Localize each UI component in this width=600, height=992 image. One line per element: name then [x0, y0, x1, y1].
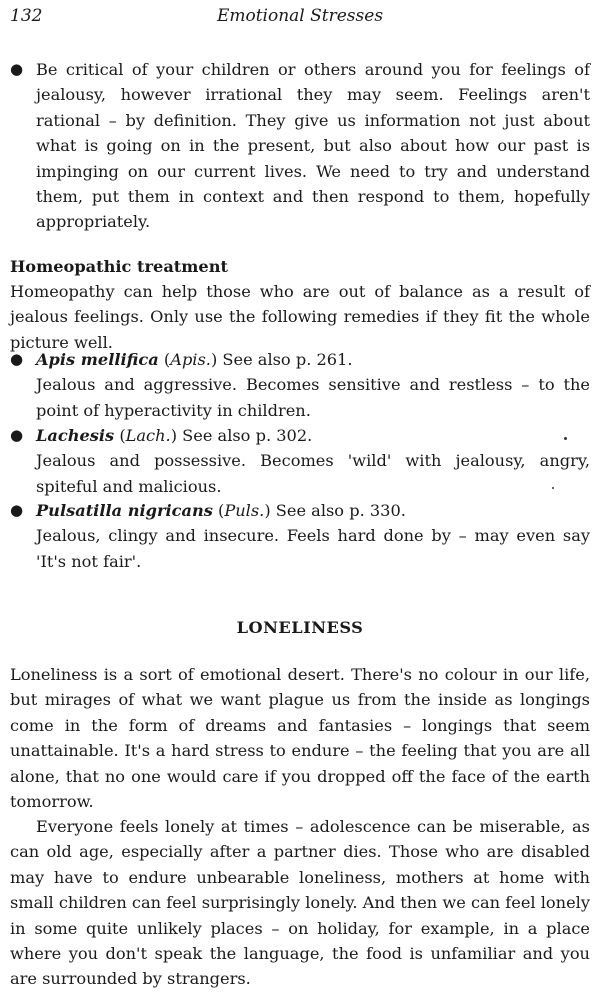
remedy-pulsatilla: ● Pulsatilla nigricans (Puls.) See also p. 330. Jealous, clingy and insecure. Feels hard done by – may even say 'It's not fair'. — [10, 498, 590, 574]
remedy-see-also: See also p. 302. — [182, 426, 313, 445]
section-heading-homeopathic: Homeopathic treatment — [10, 257, 228, 276]
loneliness-paragraph-2 — [10, 814, 590, 992]
paragraph-text: Everyone feels lonely at times – adolescence can be miserable, as can old age, especially after a partner dies. Those who are disabled may have to endure unbearable loneliness, mothers at home with small children can feel surprisingly lonely. And then we can feel lonely in some quite unlikely places – on holiday, for example, in a place where you don't speak the language, the food is unfamiliar and you are surrounded by strangers. — [10, 817, 590, 989]
bullet-icon: ● — [10, 350, 24, 368]
remedy-name: Apis mellifica — [36, 350, 159, 369]
remedy-lachesis: ● Lachesis (Lach.) See also p. 302. Jealous and possessive. Becomes 'wild' with jealousy, angry, spiteful and malicious. — [10, 423, 590, 499]
loneliness-paragraph-1 — [10, 662, 590, 814]
remedy-name: Lachesis — [36, 426, 115, 445]
page-number: 132 — [10, 6, 43, 26]
bullet-text: Be critical of your children or others around you for feelings of jealousy, however irrational they may seem. Feelings aren't rational – by definition. They give us information not just about what is going on in the present, but also about how our past is impinging on our current lives. We need to try and understand them, put them in context and then respond to them, hopefully appropriately. — [36, 60, 590, 232]
remedy-abbr: Lach. — [125, 426, 171, 445]
remedy-apis: ● Apis mellifica (Apis.) See also p. 261. Jealous and aggressive. Becomes sensitive and restless – to the point of hyperactivity in children. — [10, 347, 590, 423]
remedy-abbr: Apis. — [170, 350, 211, 369]
remedy-description: Jealous, clingy and insecure. Feels hard done by – may even say 'It's not fair'. — [36, 526, 590, 571]
print-speck — [564, 437, 567, 440]
bullet-jealousy-advice — [10, 57, 590, 235]
running-head — [10, 6, 590, 32]
print-speck — [552, 487, 554, 489]
remedy-see-also: See also p. 261. — [222, 350, 353, 369]
bullet-icon: ● — [10, 426, 24, 444]
remedy-description: Jealous and aggressive. Becomes sensitive and restless – to the point of hyperactivity in children. — [36, 375, 590, 420]
bullet-icon: ● — [10, 60, 24, 78]
bullet-icon: ● — [10, 501, 24, 519]
section-heading-loneliness: LONELINESS — [236, 618, 364, 637]
remedy-description: Jealous and possessive. Becomes 'wild' with jealousy, angry, spiteful and malicious. — [36, 451, 590, 496]
remedy-abbr: Puls. — [224, 501, 265, 520]
paragraph-text: Loneliness is a sort of emotional desert. There's no colour in our life, but mirages of what we want plague us from the inside as longings come in the form of dreams and fantasies – longings that seem unattainable. It's a hard stress to endure – the feeling that you are all alone, that no one would care if you dropped off the face of the earth tomorrow. — [10, 665, 590, 812]
remedy-name: Pulsatilla nigricans — [36, 501, 213, 520]
remedy-see-also: See also p. 330. — [275, 501, 406, 520]
homeopathic-intro: Homeopathy can help those who are out of balance as a result of jealous feelings. Only use the following remedies if they fit the whole picture well. — [10, 282, 590, 352]
chapter-title: Emotional Stresses — [216, 6, 384, 26]
